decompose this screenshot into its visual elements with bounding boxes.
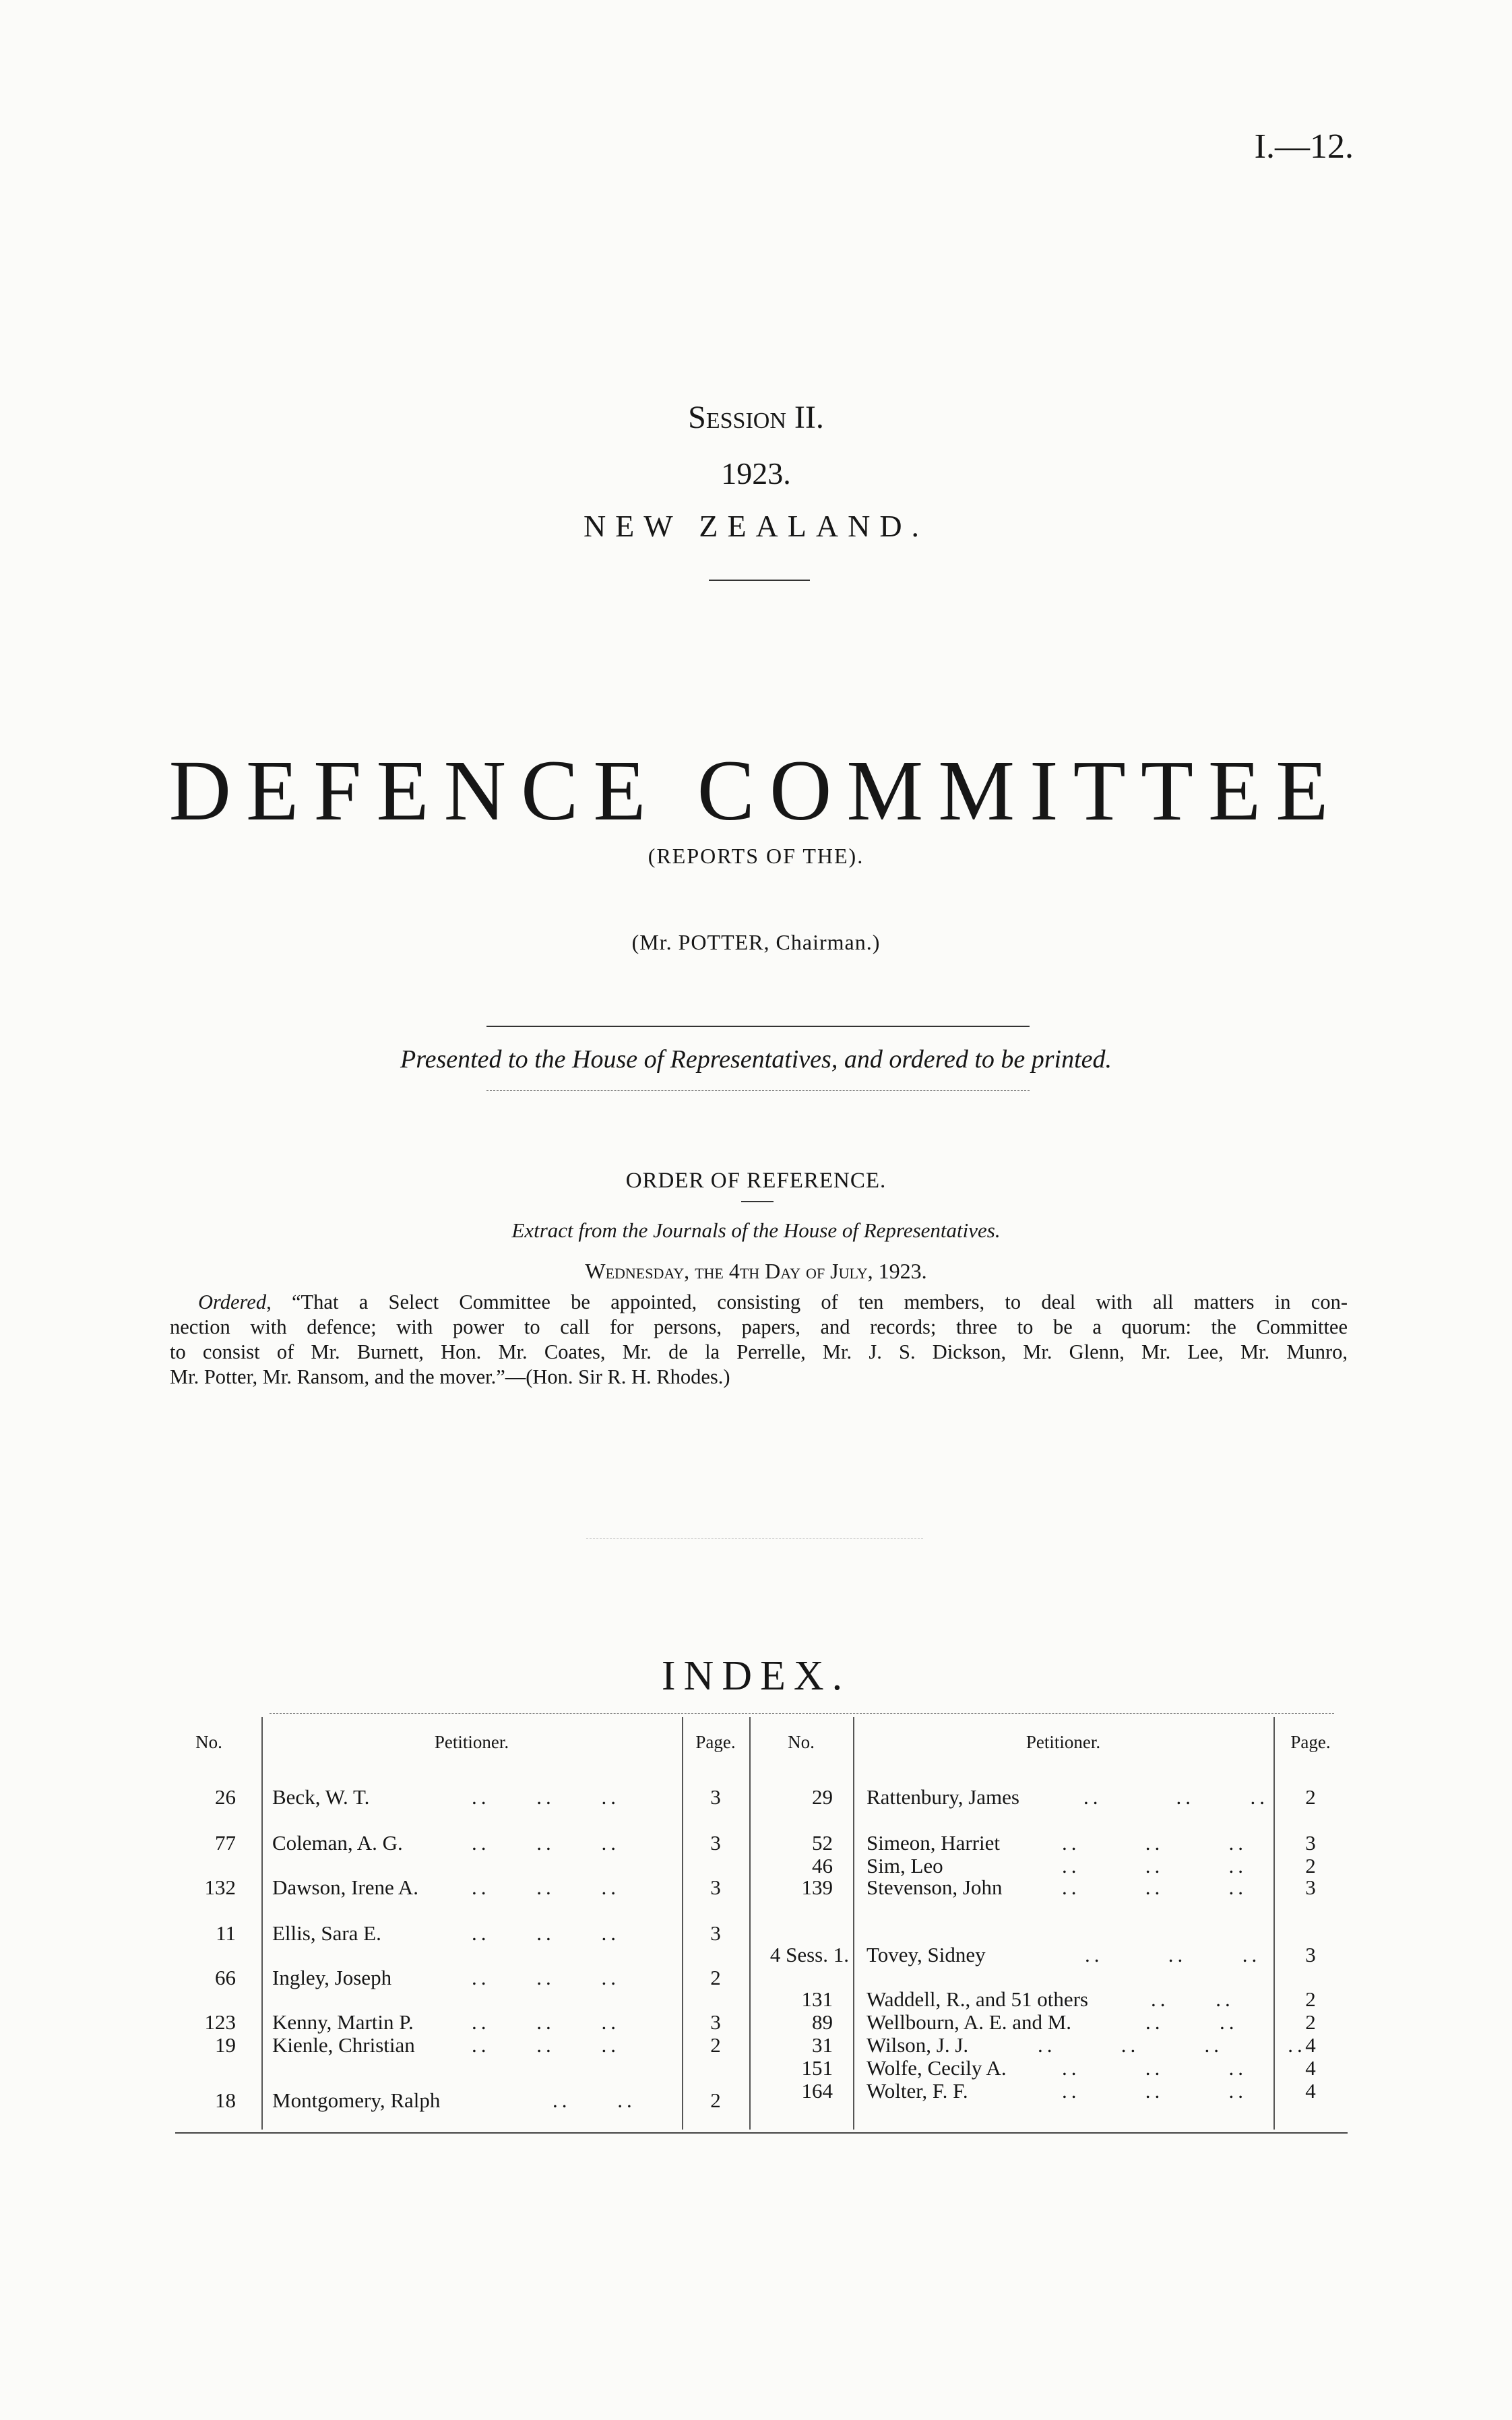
right-page: 4 [1305,2056,1316,2080]
leader-dots: .. .. .. [472,1785,620,1809]
session-label: Session II. [688,400,824,435]
right-name: Stevenson, John [867,1875,1003,1899]
left-name: Beck, W. T. [272,1785,370,1809]
left-no: 77 [215,1831,236,1855]
order-date: Wednesday, the 4th Day of July, 1923. [585,1259,927,1283]
divider [741,1201,774,1202]
table-top-rule [270,1713,1334,1714]
right-name: Waddell, R., and 51 others [867,1987,1088,2011]
divider [486,1090,1030,1091]
left-no: 18 [215,2088,236,2112]
right-name: Tovey, Sidney [867,1943,986,1966]
order-lead: Ordered, [198,1291,272,1313]
column-divider [853,1717,854,2130]
right-name: Simeon, Harriet [867,1831,1001,1855]
chairman-note: (Mr. POTTER, Chairman.) [631,930,881,954]
right-page: 2 [1305,1854,1316,1878]
leader-dots: .. .. .. [1062,2079,1247,2103]
leader-dots: .. .. .. [1062,2056,1247,2080]
right-page: 4 [1305,2079,1316,2103]
right-page: 4 [1305,2033,1316,2057]
right-name: Wolfe, Cecily A. [867,2056,1007,2080]
left-name: Kenny, Martin P. [272,2010,414,2034]
year-label: 1923. [721,456,791,491]
right-no: 89 [812,2010,833,2034]
right-page: 2 [1305,1785,1316,1809]
left-no: 66 [215,1966,236,1989]
left-page: 3 [710,1831,721,1855]
right-no: 131 [801,1987,833,2011]
order-line: nection with defence; with power to call for persons, papers, and records; three to be a quorum: the Committee [170,1315,1348,1338]
left-page: 2 [710,2088,721,2112]
table-bottom-rule [175,2132,1348,2134]
header-no: No. [788,1732,815,1752]
left-page: 3 [710,1921,721,1945]
header-petitioner: Petitioner. [1026,1732,1101,1752]
leader-dots: .. .. [1151,1987,1234,2011]
right-name: Wolter, F. F. [867,2079,968,2103]
left-no: 26 [215,1785,236,1809]
header-petitioner: Petitioner. [434,1732,509,1752]
leader-dots: .. .. [1145,2010,1238,2034]
header-page: Page. [695,1732,736,1752]
right-no: 4 Sess. 1. [769,1943,849,1966]
left-page: 3 [710,1785,721,1809]
leader-dots: .. .. .. [472,1966,620,1989]
right-name: Sim, Leo [867,1854,943,1878]
order-text: “That a Select Committee be appointed, consisting of ten members, to deal with all matters in con- [292,1291,1348,1313]
left-no: 132 [204,1875,236,1899]
right-page: 2 [1305,1987,1316,2011]
right-no: 46 [812,1854,833,1878]
divider [709,580,810,581]
right-name: Wellbourn, A. E. and M. [867,2010,1072,2034]
right-page: 3 [1305,1943,1316,1966]
order-body [170,1290,1348,1390]
leader-dots: .. .. .. [1062,1875,1247,1899]
left-name: Dawson, Irene A. [272,1875,418,1899]
leader-dots: .. .. .. [1062,1831,1247,1855]
order-heading: ORDER OF REFERENCE. [625,1169,887,1193]
right-no: 29 [812,1785,833,1809]
right-no: 52 [812,1831,833,1855]
leader-dots: .. .. .. [472,1921,620,1945]
left-no: 19 [215,2033,236,2057]
left-page: 3 [710,2010,721,2034]
index-heading: INDEX. [661,1653,851,1699]
order-line [170,1290,1348,1315]
divider [486,1026,1030,1027]
divider [586,1538,923,1539]
right-page: 3 [1305,1875,1316,1899]
leader-dots: .. .. .. .. [1038,2033,1306,2057]
order-line: Mr. Potter, Mr. Ransom, and the mover.”—(Hon. Sir R. H. Rhodes.) [170,1365,730,1388]
header-no: No. [195,1732,222,1752]
country-label: NEW ZEALAND. [583,509,929,543]
leader-dots: .. .. [553,2088,636,2112]
leader-dots: .. .. .. [1085,1943,1261,1966]
left-name: Montgomery, Ralph [272,2088,441,2112]
right-no: 164 [801,2079,833,2103]
leader-dots: .. .. .. [472,1831,620,1855]
page-title: DEFENCE COMMITTEE [168,743,1344,838]
left-page: 3 [710,1875,721,1899]
right-name: Rattenbury, James [867,1785,1019,1809]
document-reference: I.—12. [1254,127,1354,166]
left-name: Kienle, Christian [272,2033,415,2057]
left-name: Coleman, A. G. [272,1831,403,1855]
left-page: 2 [710,1966,721,1989]
leader-dots: .. .. .. [472,2010,620,2034]
leader-dots: .. .. .. [1083,1785,1269,1809]
leader-dots: .. .. .. [472,1875,620,1899]
left-name: Ingley, Joseph [272,1966,392,1989]
right-no: 139 [801,1875,833,1899]
right-no: 31 [812,2033,833,2057]
left-page: 2 [710,2033,721,2057]
column-divider [261,1717,263,2130]
leader-dots: .. .. .. [1062,1854,1247,1878]
leader-dots: .. .. .. [472,2033,620,2057]
presented-note: Presented to the House of Representatives, and ordered to be printed. [400,1045,1112,1074]
left-no: 123 [204,2010,236,2034]
left-no: 11 [216,1921,236,1945]
order-line: to consist of Mr. Burnett, Hon. Mr. Coates, Mr. de la Perrelle, Mr. J. S. Dickson, Mr. Glenn, Mr. Lee, Mr. Munro, [170,1340,1348,1363]
right-page: 2 [1305,2010,1316,2034]
page-subtitle: (REPORTS OF THE). [648,844,864,868]
header-page: Page. [1290,1732,1331,1752]
left-name: Ellis, Sara E. [272,1921,381,1945]
right-name: Wilson, J. J. [867,2033,969,2057]
right-page: 3 [1305,1831,1316,1855]
right-no: 151 [801,2056,833,2080]
order-extract: Extract from the Journals of the House of Representatives. [511,1218,1001,1242]
